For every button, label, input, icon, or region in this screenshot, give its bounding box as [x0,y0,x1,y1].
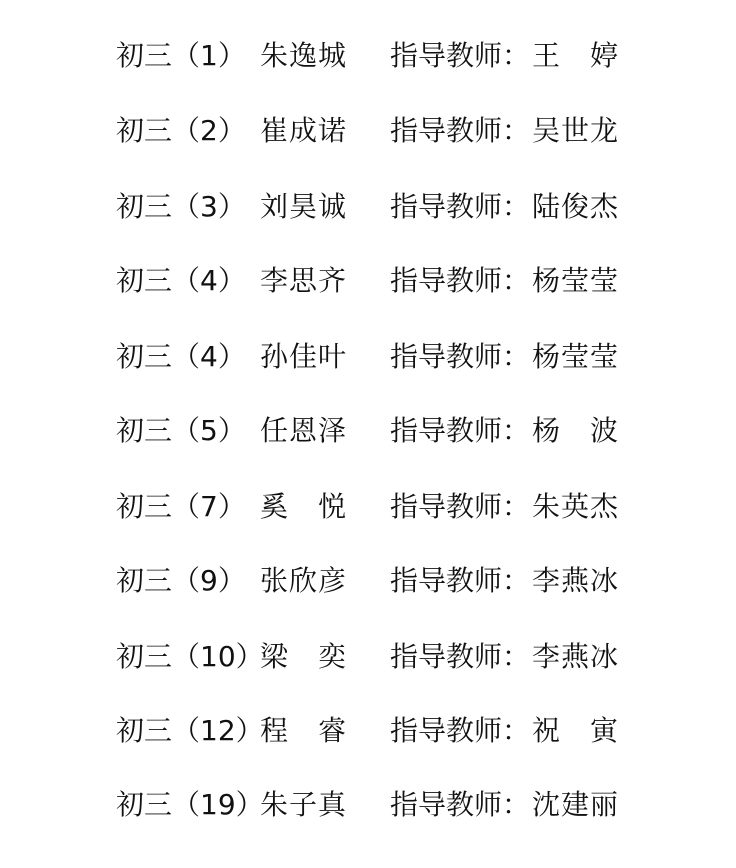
teacher-label: 指导教师： [390,264,531,297]
teacher-label: 指导教师： [390,490,531,523]
class-name: 初三（3） [116,190,246,223]
student-name: 梁 奕 [260,640,348,673]
list-item [0,337,736,377]
teacher-label: 指导教师： [390,340,531,373]
student-name: 孙佳叶 [260,340,348,373]
student-name: 朱逸城 [260,39,348,72]
list-item [0,785,736,825]
class-name: 初三（12） [116,714,264,747]
list-item [0,411,736,451]
teacher-label: 指导教师： [390,114,531,147]
list-item [0,187,736,227]
list-item [0,637,736,677]
class-name: 初三（1） [116,39,246,72]
teacher-label: 指导教师： [390,190,531,223]
teacher-name: 陆俊杰 [532,190,620,223]
teacher-name: 王 婷 [532,39,620,72]
teacher-label: 指导教师： [390,564,531,597]
student-name: 程 睿 [260,714,348,747]
student-name: 李思齐 [260,264,348,297]
student-name: 刘昊诚 [260,190,348,223]
teacher-label: 指导教师： [390,788,531,821]
teacher-label: 指导教师： [390,414,531,447]
student-name: 崔成诺 [260,114,348,147]
teacher-label: 指导教师： [390,39,531,72]
list-item [0,561,736,601]
class-name: 初三（4） [116,264,246,297]
teacher-name: 朱英杰 [532,490,620,523]
class-name: 初三（9） [116,564,246,597]
teacher-name: 杨莹莹 [532,264,620,297]
list-item [0,711,736,751]
class-name: 初三（2） [116,114,246,147]
teacher-name: 吴世龙 [532,114,620,147]
student-name: 奚 悦 [260,490,348,523]
list-item [0,261,736,301]
list-item [0,36,736,76]
list-item [0,487,736,527]
list-item [0,111,736,151]
teacher-name: 李燕冰 [532,564,620,597]
teacher-name: 李燕冰 [532,640,620,673]
teacher-name: 杨 波 [532,414,620,447]
teacher-label: 指导教师： [390,714,531,747]
student-name: 张欣彦 [260,564,348,597]
class-name: 初三（5） [116,414,246,447]
student-name: 任恩泽 [260,414,348,447]
teacher-name: 杨莹莹 [532,340,620,373]
class-name: 初三（19） [116,788,264,821]
class-name: 初三（10） [116,640,264,673]
class-name: 初三（7） [116,490,246,523]
teacher-name: 沈建丽 [532,788,620,821]
teacher-label: 指导教师： [390,640,531,673]
class-name: 初三（4） [116,340,246,373]
student-name: 朱子真 [260,788,348,821]
teacher-name: 祝 寅 [532,714,620,747]
